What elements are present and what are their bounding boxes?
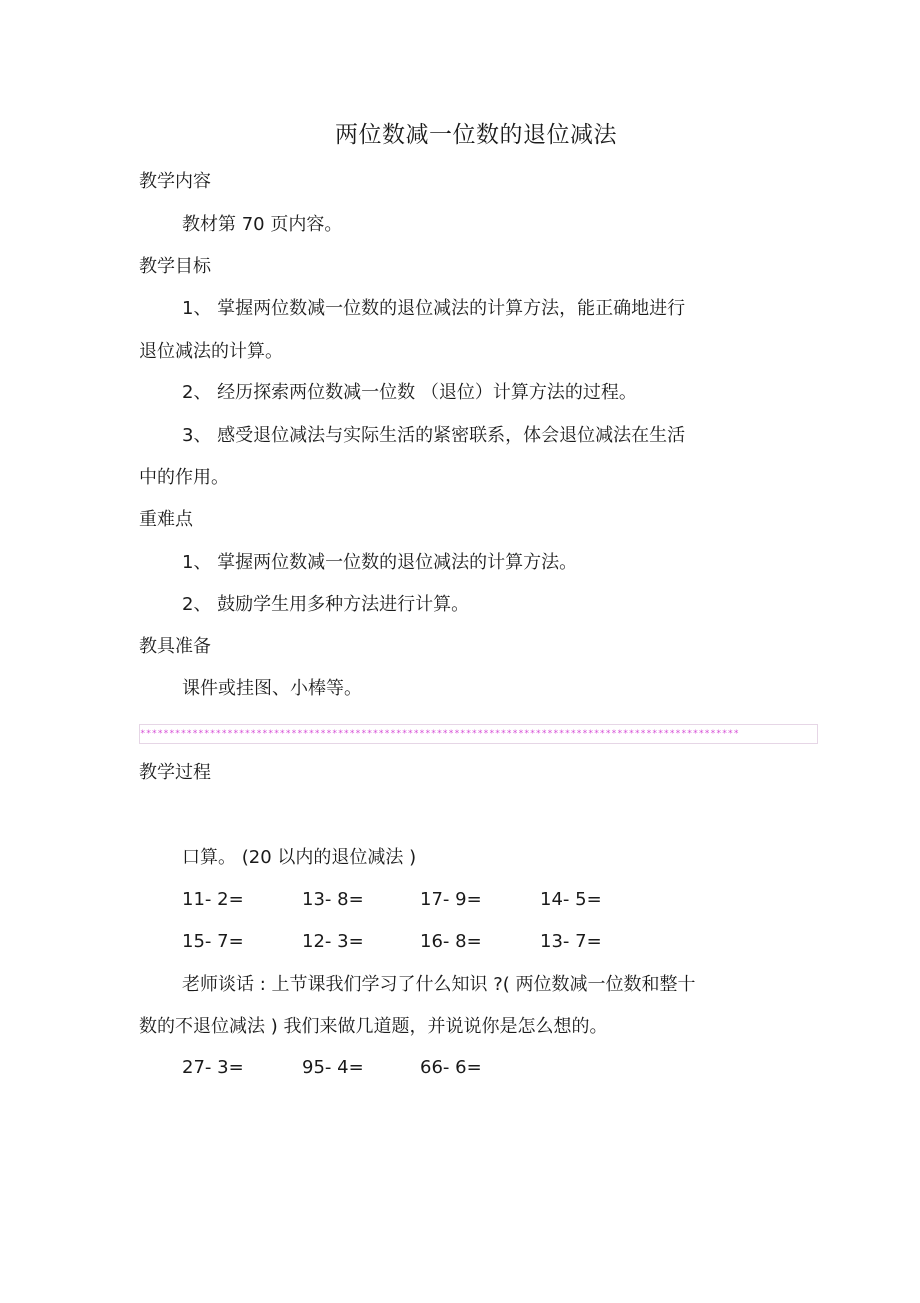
tools-text: 课件或挂图、小棒等。	[182, 678, 362, 699]
oral-problem: 12- 3=	[302, 931, 364, 952]
oral-problem: 13- 8=	[302, 889, 364, 910]
key-point-1: 1、 掌握两位数减一位数的退位减法的计算方法。	[182, 552, 578, 573]
teacher-talk-line-1: 老师谈话 : 上节课我们学习了什么知识 ?( 两位数减一位数和整十	[182, 974, 696, 995]
goal-1-line-1: 1、 掌握两位数减一位数的退位减法的计算方法，能正确地进行	[182, 298, 686, 319]
oral-problem: 95- 4=	[302, 1057, 364, 1078]
goal-2: 2、 经历探索两位数减一位数 （退位）计算方法的过程。	[182, 382, 637, 403]
goal-3-line-1: 3、 感受退位减法与实际生活的紧密联系，体会退位减法在生活	[182, 425, 686, 446]
section-heading-tools: 教具准备	[139, 636, 211, 657]
goal-3-line-2: 中的作用。	[139, 467, 229, 488]
oral-problem: 27- 3=	[182, 1057, 244, 1078]
oral-problem: 17- 9=	[420, 889, 482, 910]
oral-problem: 16- 8=	[420, 931, 482, 952]
section-heading-process: 教学过程	[139, 762, 211, 783]
divider-star-pattern: *******************************************************************************************************	[140, 729, 740, 739]
decorative-divider	[139, 724, 818, 744]
section-heading-goals: 教学目标	[139, 256, 211, 277]
content-text: 教材第 70 页内容。	[182, 214, 343, 235]
document-title: 两位数减一位数的退位减法	[335, 122, 617, 148]
oral-problem: 13- 7=	[540, 931, 602, 952]
oral-problem: 14- 5=	[540, 889, 602, 910]
oral-problem: 66- 6=	[420, 1057, 482, 1078]
oral-problem: 15- 7=	[182, 931, 244, 952]
oral-calc-intro: 口算。 (20 以内的退位减法 )	[182, 847, 417, 868]
key-point-2: 2、 鼓励学生用多种方法进行计算。	[182, 594, 470, 615]
section-heading-key-points: 重难点	[139, 509, 193, 530]
goal-1-line-2: 退位减法的计算。	[139, 341, 283, 362]
oral-problem: 11- 2=	[182, 889, 244, 910]
teacher-talk-line-2: 数的不退位减法 ) 我们来做几道题，并说说你是怎么想的。	[139, 1016, 608, 1037]
section-heading-content: 教学内容	[139, 171, 211, 192]
